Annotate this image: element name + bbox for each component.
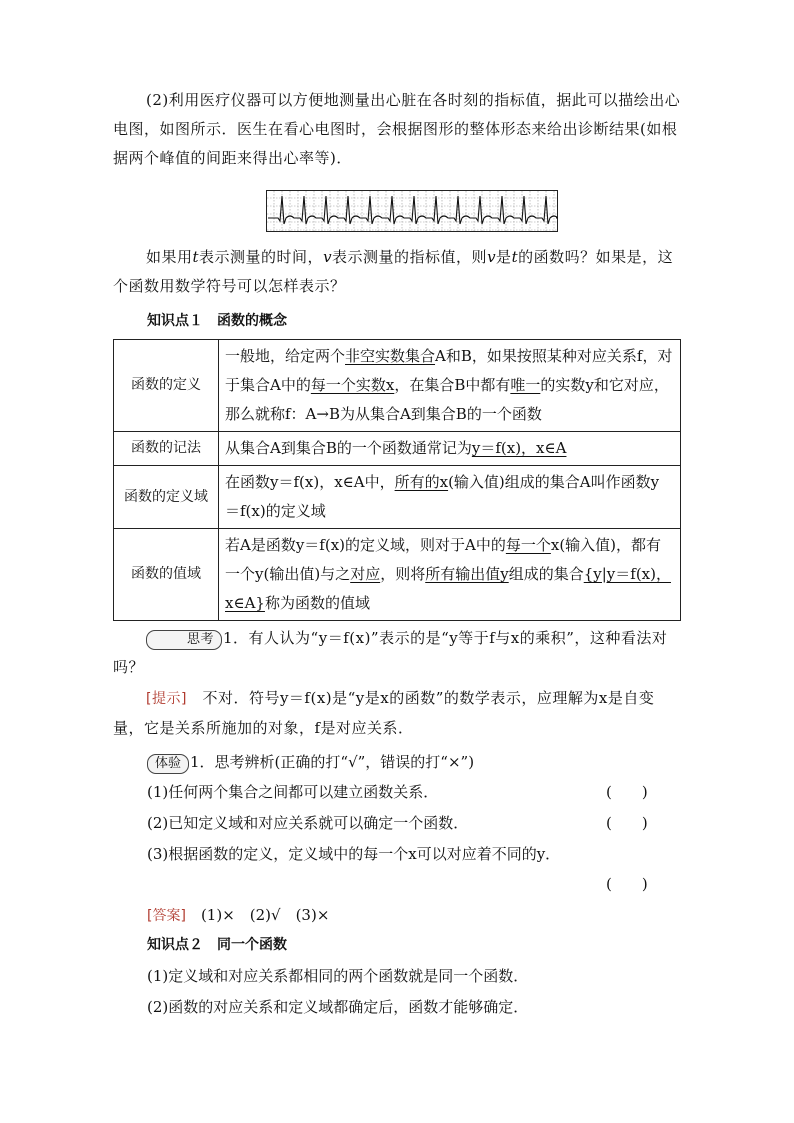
- function-concept-table: [113, 339, 681, 621]
- q-var-t2: t: [511, 248, 519, 266]
- q-text-d: 是: [496, 248, 512, 266]
- q-text-c: 表示测量的指标值，则: [332, 248, 488, 266]
- answer-text: (1)× (2)√ (3)×: [200, 906, 330, 924]
- q-text-b: 表示测量的时间，: [199, 248, 324, 266]
- answer-line: [147, 902, 329, 929]
- row-label: 函数的定义: [114, 340, 219, 432]
- q-var-v2: v: [487, 248, 497, 266]
- list-item: (3)根据函数的定义，定义域中的每一个x可以对应着不同的y．: [147, 845, 561, 863]
- hint-text: 不对．符号y＝f(x)是“y是x的函数”的数学表示，应理解为x是自变量，它是关系所施加的对象，f是对应关系．: [113, 689, 655, 737]
- table-row: [114, 340, 681, 432]
- think-tag: 思考: [146, 630, 222, 650]
- experience-heading: [147, 749, 474, 775]
- row-content: 若A是函数y＝f(x)的定义域，则对于A中的每一个x(输入值)，都有一个y(输出值)与之对应，则将所有输出值y组成的集合{y|y＝f(x)，x∈A}称为函数的值域: [219, 529, 681, 621]
- kp1-heading: 知识点１ 函数的概念: [147, 313, 287, 329]
- list-item: (2)已知定义域和对应关系就可以确定一个函数．: [147, 814, 469, 832]
- question-paragraph: [113, 243, 683, 301]
- row-label: 函数的值域: [114, 529, 219, 621]
- list-item: (1)定义域和对应关系都相同的两个函数就是同一个函数．: [147, 967, 529, 985]
- hint-paragraph: [113, 684, 683, 743]
- q-text-a: 如果用: [146, 248, 193, 266]
- list-item: (1)任何两个集合之间都可以建立函数关系．: [147, 783, 439, 801]
- kp2-heading: 知识点２ 同一个函数: [147, 937, 287, 953]
- think-paragraph: [113, 624, 683, 682]
- row-content: 一般地，给定两个非空实数集合A和B，如果按照某种对应关系f，对于集合A中的每一个实数x，在集合B中都有唯一的实数y和它对应，那么就称f：A→B为从集合A到集合B的一个函数: [219, 340, 681, 432]
- list-item: (2)函数的对应关系和定义域都确定后，函数才能够确定．: [147, 998, 529, 1016]
- hint-tag: [提示]: [146, 691, 187, 707]
- ecg-figure: [266, 190, 558, 232]
- think-text: 1．有人认为“y＝f(x)”表示的是“y等于f与x的乘积”，这种看法对吗？: [113, 629, 668, 676]
- experience-tag: 体验: [147, 754, 189, 774]
- row-content: 从集合A到集合B的一个函数通常记为y＝f(x)，x∈A: [219, 432, 681, 466]
- experience-title: 1．思考辨析(正确的打“√”，错误的打“×”): [190, 753, 475, 771]
- q-text-e: 的函数吗？如果是，这个函数用数学符号可以怎样表示？: [113, 248, 674, 295]
- table-row: [114, 432, 681, 466]
- q-var-v: v: [323, 248, 333, 266]
- row-label: 函数的定义域: [114, 466, 219, 529]
- row-content: 在函数y＝f(x)，x∈A中，所有的x(输入值)组成的集合A叫作函数y＝f(x)的定义域: [219, 466, 681, 529]
- answer-blank[interactable]: ( ): [606, 875, 648, 893]
- paragraph-ecg-intro: (2)利用医疗仪器可以方便地测量出心脏在各时刻的指标值，据此可以描绘出心电图，如图所示．医生在看心电图时，会根据图形的整体形态来给出诊断结果(如根据两个峰值的间距来得出心率等)．: [113, 91, 681, 167]
- q-var-t: t: [192, 248, 200, 266]
- answer-blank[interactable]: ( ): [606, 814, 648, 832]
- table-row: [114, 466, 681, 529]
- row-label: 函数的记法: [114, 432, 219, 466]
- answer-blank[interactable]: ( ): [606, 783, 648, 801]
- table-row: [114, 529, 681, 621]
- answer-tag: [答案]: [147, 908, 186, 924]
